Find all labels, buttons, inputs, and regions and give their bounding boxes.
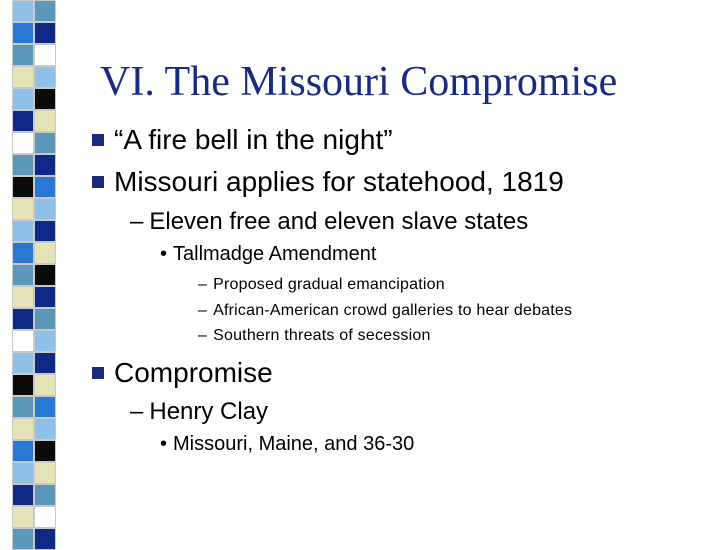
stripe xyxy=(34,418,56,440)
stripe xyxy=(34,484,56,506)
stripe xyxy=(12,242,34,264)
stripe xyxy=(12,110,34,132)
dash-icon: – xyxy=(198,302,208,319)
stripe xyxy=(12,88,34,110)
stripe xyxy=(12,286,34,308)
stripe xyxy=(34,440,56,462)
sub-bullet-henry-clay xyxy=(130,398,268,426)
stripe xyxy=(34,528,56,550)
stripe xyxy=(34,132,56,154)
stripe xyxy=(34,352,56,374)
detail-bullet-emancipation xyxy=(198,276,445,294)
detail-bullet-secession xyxy=(198,327,431,345)
bullet-text: Missouri, Maine, and 36-30 xyxy=(173,433,415,455)
stripe xyxy=(34,154,56,176)
stripe xyxy=(12,418,34,440)
stripe xyxy=(34,220,56,242)
stripe xyxy=(12,484,34,506)
stripe xyxy=(34,110,56,132)
bullet-text: Southern threats of secession xyxy=(213,327,431,344)
bullet-fire-bell xyxy=(92,124,393,156)
bullet-text: Missouri applies for statehood, 1819 xyxy=(114,166,564,197)
sub-sub-bullet-tallmadge xyxy=(160,243,376,266)
stripe xyxy=(34,330,56,352)
stripe xyxy=(12,308,34,330)
stripe xyxy=(12,132,34,154)
stripe xyxy=(34,264,56,286)
stripe xyxy=(34,374,56,396)
stripe xyxy=(34,462,56,484)
stripe xyxy=(34,0,56,22)
square-bullet-icon xyxy=(92,367,104,379)
stripe xyxy=(34,286,56,308)
stripe xyxy=(34,88,56,110)
dash-icon: – xyxy=(198,327,208,344)
dash-icon: – xyxy=(130,208,144,235)
stripe xyxy=(34,308,56,330)
detail-bullet-galleries xyxy=(198,302,572,320)
stripe xyxy=(12,440,34,462)
stripe xyxy=(12,154,34,176)
square-bullet-icon xyxy=(92,176,104,188)
slide-title: VI. The Missouri Compromise xyxy=(100,59,618,105)
dot-icon: • xyxy=(160,433,168,455)
stripe xyxy=(12,66,34,88)
stripe xyxy=(12,352,34,374)
stripe xyxy=(34,242,56,264)
bullet-text: Eleven free and eleven slave states xyxy=(149,208,529,235)
sub-sub-bullet-missouri-maine xyxy=(160,433,414,456)
stripe xyxy=(12,528,34,550)
stripe xyxy=(12,220,34,242)
bullet-text: Proposed gradual emancipation xyxy=(213,276,445,293)
stripe xyxy=(12,396,34,418)
stripe xyxy=(12,176,34,198)
stripe xyxy=(12,0,34,22)
bullet-text: Compromise xyxy=(114,357,273,388)
bullet-text: “A fire bell in the night” xyxy=(114,124,393,155)
bullet-statehood xyxy=(92,166,564,198)
stripe xyxy=(34,44,56,66)
stripe xyxy=(34,22,56,44)
stripe xyxy=(34,176,56,198)
stripe xyxy=(12,462,34,484)
bullet-compromise xyxy=(92,357,273,389)
stripe xyxy=(12,44,34,66)
dash-icon: – xyxy=(130,398,144,425)
dash-icon: – xyxy=(198,276,208,293)
square-bullet-icon xyxy=(92,134,104,146)
stripe xyxy=(34,506,56,528)
stripe xyxy=(12,374,34,396)
stripe xyxy=(12,22,34,44)
stripe xyxy=(12,198,34,220)
stripe xyxy=(12,506,34,528)
stripe xyxy=(34,66,56,88)
bullet-text: Tallmadge Amendment xyxy=(173,243,377,265)
stripe xyxy=(12,264,34,286)
bullet-text: Henry Clay xyxy=(149,398,269,425)
dot-icon: • xyxy=(160,243,168,265)
stripe xyxy=(34,396,56,418)
decorative-stripe-bar xyxy=(0,0,70,540)
sub-bullet-eleven-states xyxy=(130,208,528,236)
bullet-text: African-American crowd galleries to hear debates xyxy=(213,302,573,319)
stripe xyxy=(34,198,56,220)
stripe xyxy=(12,330,34,352)
